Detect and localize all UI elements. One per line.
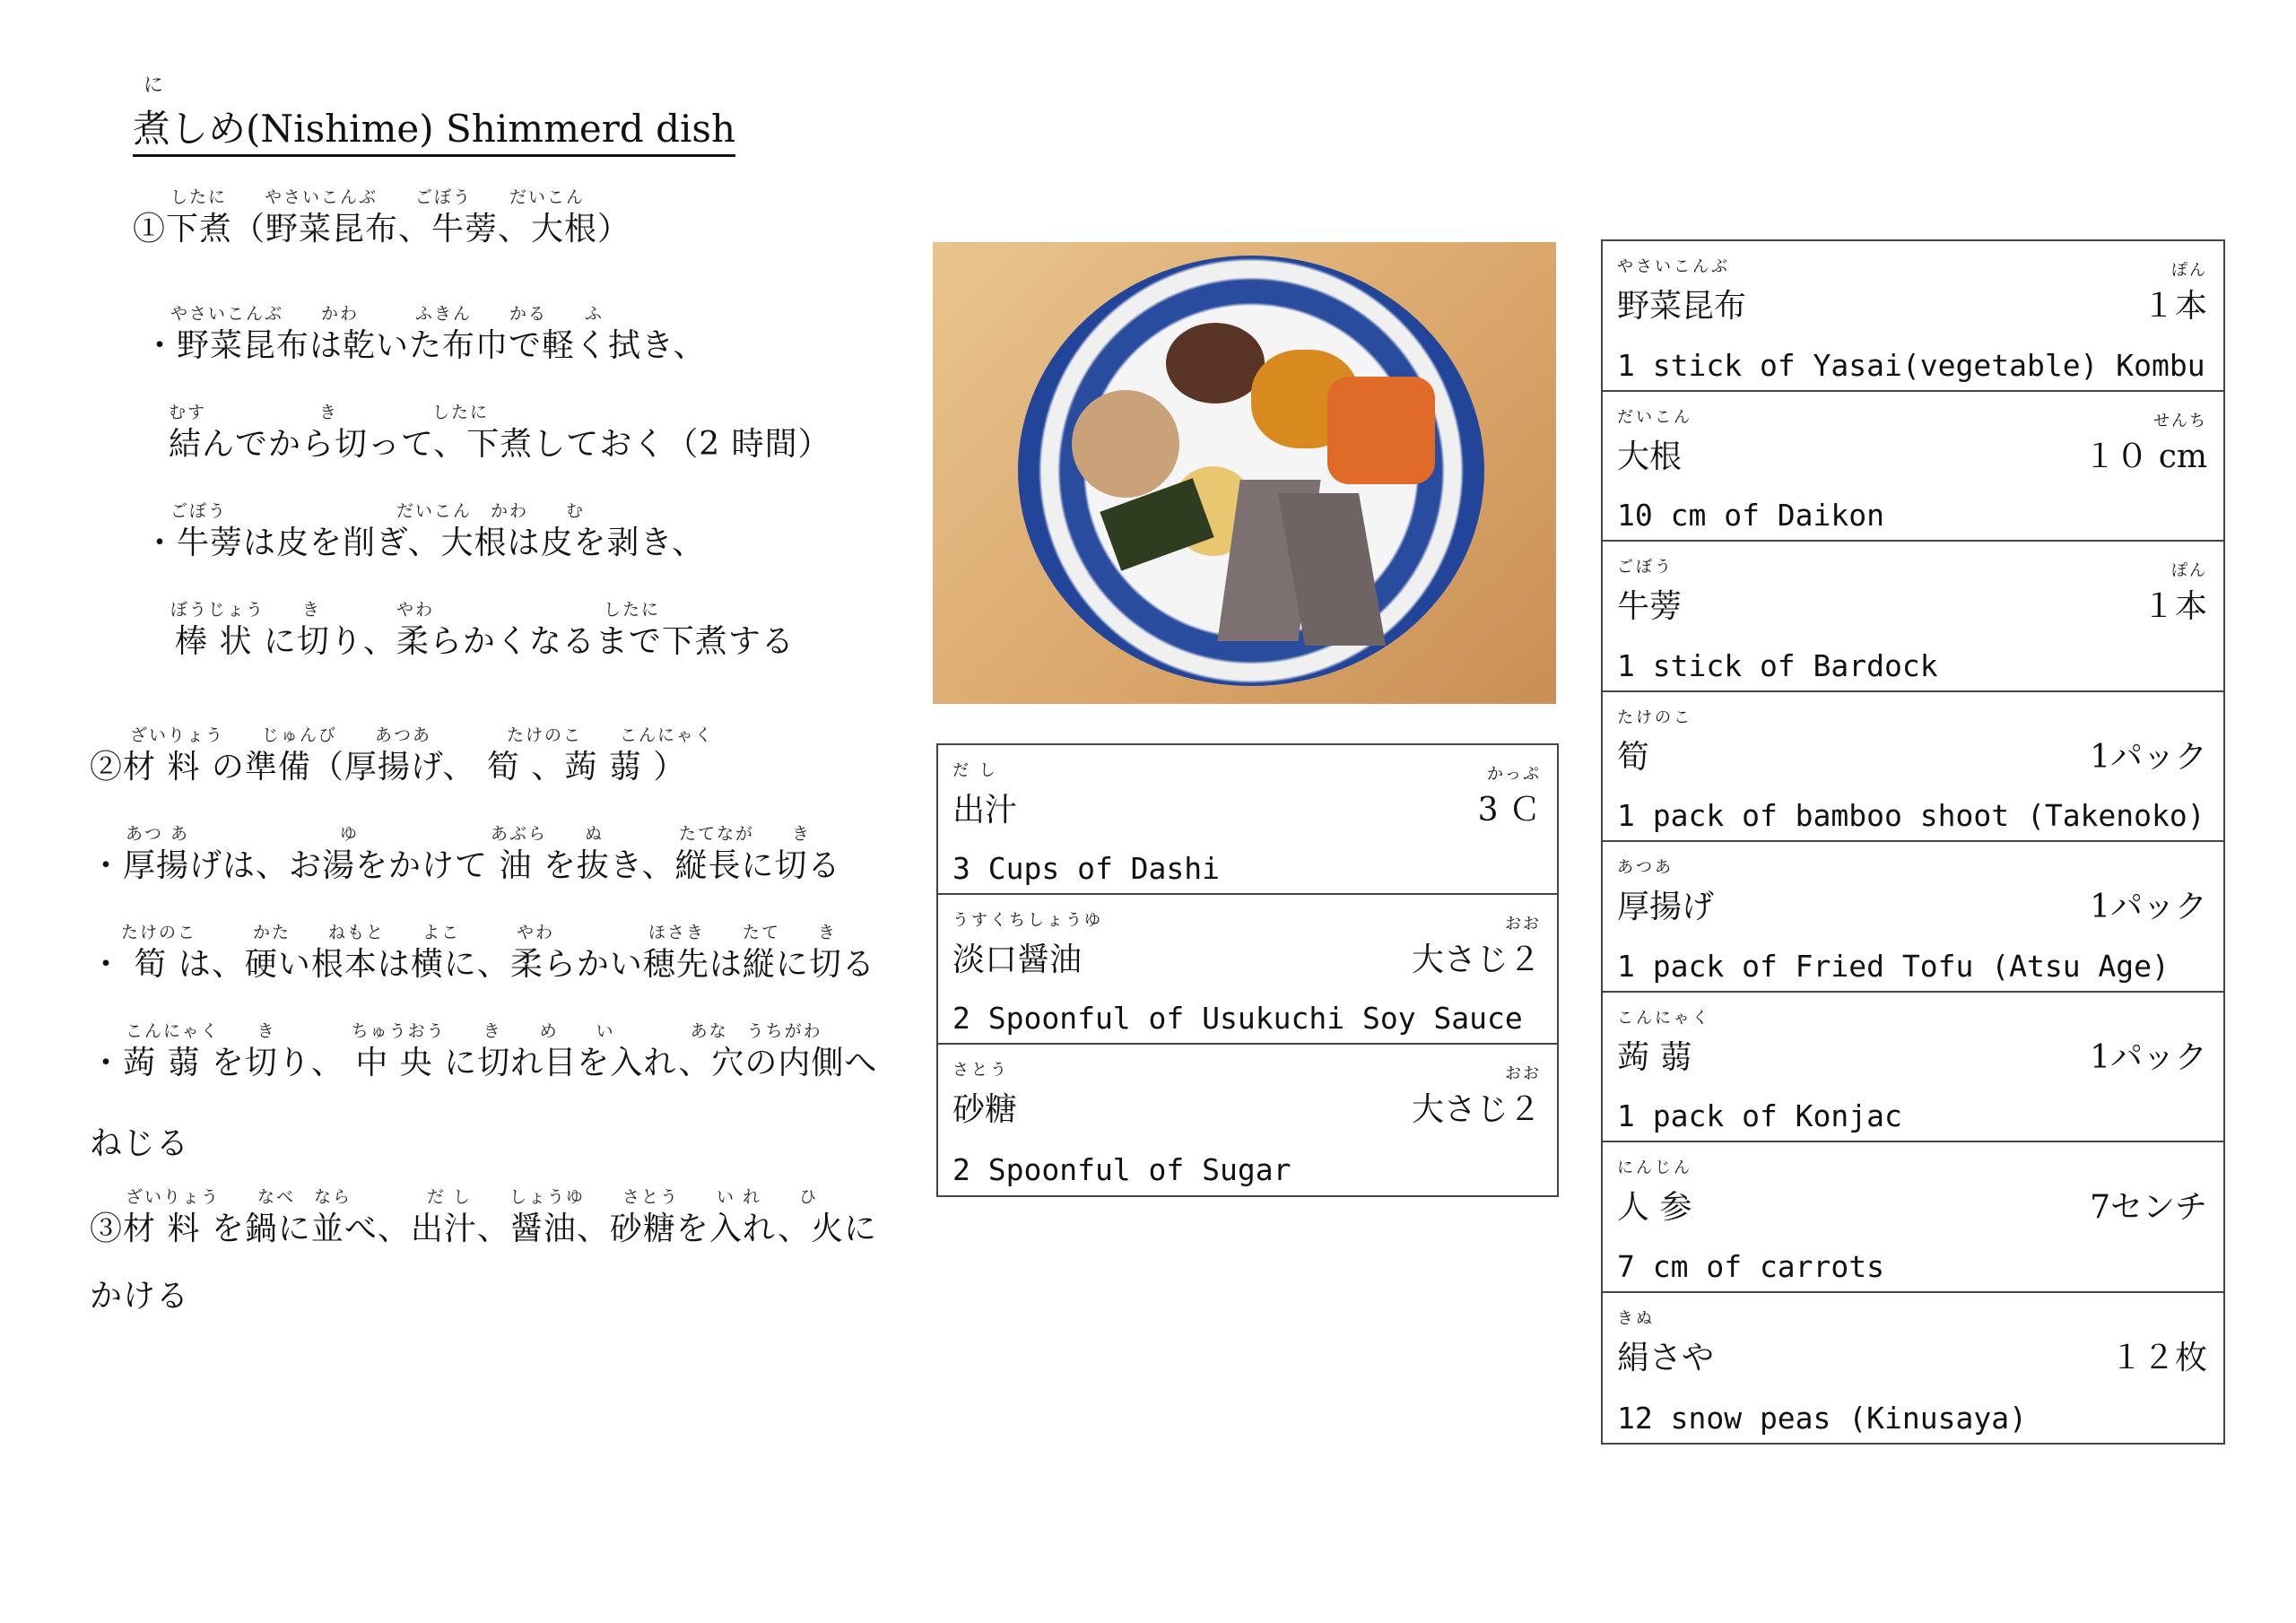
step-ruby: ぼうじょう き やわ したに <box>170 600 661 620</box>
ingredient-name: 筍 <box>1617 738 1650 776</box>
english-description: 1 pack of Konjac <box>1617 1098 1902 1133</box>
ingredient-name: 野菜昆布 <box>1617 288 1747 325</box>
step-text: ・野菜昆布は乾いた布巾で軽く拭き、 <box>144 327 707 364</box>
quantity-ruby: せんち <box>2153 411 2207 430</box>
step-ruby: ごぼう だいこん かわ む <box>170 501 586 521</box>
ingredient-ruby: だ し <box>952 761 998 780</box>
quantity: １２枚 <box>2109 1339 2207 1376</box>
ingredient-name: 厚揚げ <box>1617 889 1715 925</box>
quantity-ruby: おお <box>1505 915 1541 933</box>
table-row <box>1603 241 2223 392</box>
step-ruby: やさいこんぶ かわ ふきん かる ふ <box>170 304 604 324</box>
table-row <box>1603 1293 2223 1444</box>
ingredient-ruby: やさいこんぶ <box>1617 257 1730 276</box>
ingredient-name: 絹さや <box>1617 1339 1715 1376</box>
step-text: 棒 状 に切り、柔らかくなるまで下煮する <box>175 623 795 660</box>
ingredient-ruby: きぬ <box>1617 1308 1655 1328</box>
quantity-ruby: ぽん <box>2171 561 2207 580</box>
page-title: 煮しめ(Nishime) Shimmerd dish <box>133 106 735 157</box>
step-ruby: たけのこ かた ねもと よこ やわ ほさき たて き <box>121 923 838 942</box>
table-row <box>938 1045 1557 1194</box>
ingredient-ruby: あつあ <box>1617 858 1674 877</box>
quantity: １本 <box>2142 288 2207 325</box>
english-description: 2 Spoonful of Sugar <box>952 1152 1292 1187</box>
step-text: ・蒟 蒻 を切り、 中 央 に切れ目を入れ、穴の内側へ <box>90 1045 878 1081</box>
table-row <box>938 745 1557 895</box>
quantity: 1パック <box>2090 889 2207 925</box>
ingredient-name: 人 参 <box>1617 1189 1692 1226</box>
quantity-ruby: おお <box>1505 1064 1541 1083</box>
title-ruby: に <box>144 74 166 97</box>
quantity: １０ cm <box>2083 438 2207 475</box>
quantity-ruby: ぽん <box>2171 261 2207 280</box>
english-description: 10 cm of Daikon <box>1617 498 1885 533</box>
quantity-ruby: かっぷ <box>1487 765 1541 784</box>
quantity: 7センチ <box>2090 1189 2207 1226</box>
step-ruby: あつ あ ゆ あぶら ぬ たてなが き <box>126 824 812 844</box>
english-description: 12 snow peas (Kinusaya) <box>1617 1401 2027 1436</box>
english-description: 7 cm of carrots <box>1617 1248 1885 1284</box>
step-text: ・牛蒡は皮を削ぎ、大根は皮を剥き、 <box>144 525 706 561</box>
dish-photo <box>933 242 1556 704</box>
table-row <box>1603 692 2223 843</box>
ingredient-name: 蒟 蒻 <box>1617 1038 1692 1076</box>
step-ruby: したに やさいこんぶ ごぼう だいこん <box>170 187 586 207</box>
quantity: 大さじ２ <box>1411 1091 1541 1128</box>
ingredient-ruby: だいこん <box>1617 407 1692 427</box>
step-text: ②材 料 の準備（厚揚げ、 筍 、蒟 蒻 ） <box>90 749 687 785</box>
english-description: 2 Spoonful of Usukuchi Soy Sauce <box>952 1001 1523 1036</box>
step-text: 結んでから切って、下煮しておく（2 時間） <box>169 426 831 463</box>
step-text: ・厚揚げは、お湯をかけて 油 を抜き、縦長に切る <box>90 847 841 884</box>
table-row <box>1603 993 2223 1143</box>
ingredient-name: 砂糖 <box>952 1091 1018 1128</box>
step-text: ③材 料 を鍋に並べ、出汁、醤油、砂糖を入れ、火に <box>90 1211 878 1247</box>
quantity: 3 Ｃ <box>1477 792 1541 829</box>
ingredient-name: 淡口醤油 <box>952 942 1083 978</box>
table-row <box>1603 1142 2223 1293</box>
table-row <box>1603 842 2223 993</box>
step-text: ねじる <box>90 1125 190 1162</box>
english-description: 1 stick of Bardock <box>1617 647 1938 683</box>
quantity: １本 <box>2142 588 2207 625</box>
ingredient-ruby: こんにゃく <box>1617 1008 1711 1028</box>
step-text: ①下煮（野菜昆布、牛蒡、大根） <box>133 211 631 247</box>
seasoning-table <box>936 743 1559 1197</box>
quantity: 大さじ２ <box>1411 942 1541 978</box>
ingredient-ruby: さとう <box>952 1061 1009 1080</box>
ingredient-name: 牛蒡 <box>1617 588 1683 625</box>
step-ruby: こんにゃく き ちゅうおう き め い あな うちがわ <box>126 1021 822 1041</box>
english-description: 1 pack of Fried Tofu (Atsu Age) <box>1617 948 2170 984</box>
table-row <box>1603 542 2223 692</box>
english-description: 3 Cups of Dashi <box>952 851 1221 886</box>
step-text: ・ 筍 は、硬い根本は横に、柔らかい穂先は縦に切る <box>90 946 875 983</box>
ingredient-ruby: うすくちしょうゆ <box>952 911 1103 930</box>
step-ruby: ざいりょう じゅんび あつあ たけのこ こんにゃく <box>130 725 714 745</box>
english-description: 1 pack of bamboo shoot (Takenoko) <box>1617 798 2205 833</box>
step-text: かける <box>90 1278 190 1315</box>
step-ruby: むす き したに <box>169 403 490 422</box>
ingredient-name: 大根 <box>1617 438 1683 475</box>
english-description: 1 stick of Yasai(vegetable) Kombu <box>1617 347 2205 383</box>
ingredient-table <box>1601 239 2225 1445</box>
table-row <box>1603 392 2223 542</box>
ingredient-ruby: ごぼう <box>1617 558 1674 577</box>
table-row <box>938 895 1557 1045</box>
quantity: 1パック <box>2090 738 2207 776</box>
ingredient-name: 出汁 <box>952 792 1018 829</box>
ingredient-ruby: たけのこ <box>1617 707 1692 727</box>
ingredient-ruby: にんじん <box>1617 1159 1692 1177</box>
quantity: 1パック <box>2090 1038 2207 1076</box>
step-ruby: ざいりょう なべ なら だ し しょうゆ さとう い れ ひ <box>126 1187 819 1207</box>
